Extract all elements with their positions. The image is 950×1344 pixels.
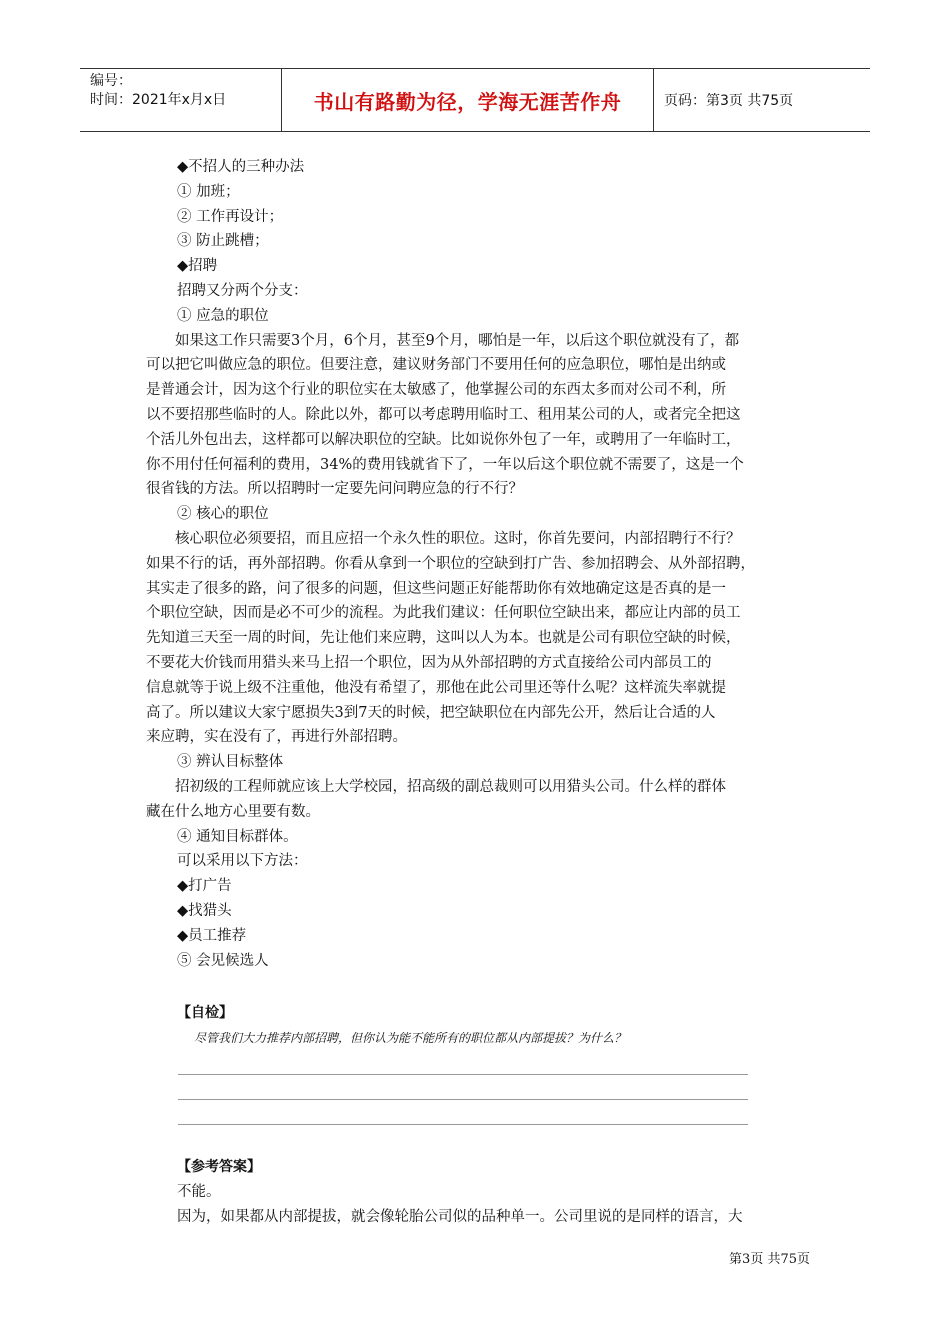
subsection-title: ③ 辨认目标整体 <box>177 754 284 771</box>
text-line: 如果这工作只需要3个月，6个月，甚至9个月，哪怕是一年，以后这个职位就没有了，都 <box>146 332 740 349</box>
text-line: 很省钱的方法。所以招聘时一定要先问问聘应急的行不行？ <box>146 481 523 498</box>
page-header <box>80 68 870 132</box>
text-line: ③ 防止跳槽； <box>177 233 269 250</box>
paragraph-target-group <box>146 775 810 825</box>
text-line: ◆不招人的三种办法 <box>177 159 305 175</box>
reference-answer-title: 【参考答案】 <box>177 1159 261 1176</box>
text-line: ④ 通知目标群体。 <box>177 828 298 845</box>
answer-blank-line[interactable] <box>178 1075 748 1100</box>
text-line: ① 加班； <box>177 183 240 200</box>
list-item: ◆打广告 <box>177 878 232 895</box>
paragraph-emergency-position <box>146 329 810 503</box>
list-item: ◆员工推荐 <box>177 927 247 944</box>
header-motto-cell <box>282 69 654 131</box>
text-line: 其实走了很多的路，问了很多的问题，但这些问题正好能帮助你有效地确定这是否真的是一 <box>146 580 726 597</box>
self-check-title: 【自检】 <box>177 1005 233 1022</box>
text-line: 招聘又分两个分支： <box>177 282 308 299</box>
paragraph-core-position <box>146 527 810 750</box>
header-meta <box>80 69 282 131</box>
text-line: 核心职位必须要招，而且应招一个永久性的职位。这时，你首先要问，内部招聘行不行？ <box>146 530 741 547</box>
text-line: 你不用付任何福利的费用，34%的费用钱就省下了，一年以后这个职位就不需要了，这是一个 <box>146 456 744 473</box>
text-line: 个活儿外包出去，这样都可以解决职位的空缺。比如说你外包了一年，或聘用了一年临时工， <box>146 431 741 448</box>
text-line: 以不要招那些临时的人。除此以外，都可以考虑聘用临时工、租用某公司的人，或者完全把这 <box>146 406 741 423</box>
header-motto: 书山有路勤为径，学海无涯苦作舟 <box>313 89 622 114</box>
answer-line: 不能。 <box>177 1183 221 1200</box>
text-line: 可以采用以下方法： <box>177 853 308 870</box>
text-line: 招初级的工程师就应该上大学校园，招高级的副总裁则可以用猎头公司。什么样的群体 <box>146 778 726 795</box>
text-line: 可以把它叫做应急的职位。但要注意，建议财务部门不要用任何的应急职位，哪怕是出纳或 <box>146 357 726 374</box>
text-line: ② 工作再设计； <box>177 208 284 225</box>
text-line: ◆招聘 <box>177 258 218 275</box>
answer-line: 因为，如果都从内部提拔，就会像轮胎公司似的品种单一。公司里说的是同样的语言，大 <box>177 1208 743 1225</box>
document-body <box>146 155 810 1229</box>
header-page-label: 页码：第3页 共75页 <box>664 93 794 109</box>
text-line: 个职位空缺，因而是必不可少的流程。为此我们建议：任何职位空缺出来，都应让内部的员工 <box>146 605 741 622</box>
page-footer: 第3页 共75页 <box>729 1252 810 1267</box>
self-check-question: 尽管我们大力推荐内部招聘，但你认为能不能所有的职位都从内部提拔？为什么？ <box>194 1031 627 1046</box>
text-line: 不要花大价钱而用猎头来马上招一个职位，因为从外部招聘的方式直接给公司内部员工的 <box>146 654 712 671</box>
subsection-title: ② 核心的职位 <box>177 506 269 523</box>
serial-label: 编号： <box>90 73 132 89</box>
text-line: 如果不行的话，再外部招聘。你看从拿到一个职位的空缺到打广告、参加招聘会、从外部招聘， <box>146 555 755 572</box>
text-line: 藏在什么地方心里要有数。 <box>146 803 320 820</box>
text-line: 先知道三天至一周的时间，先让他们来应聘，这叫以人为本。也就是公司有职位空缺的时候， <box>146 630 741 647</box>
text-line: 信息就等于说上级不注重他，他没有希望了，那他在此公司里还等什么呢？这样流失率就提 <box>146 679 726 696</box>
text-line: 是普通会计，因为这个行业的职位实在太敏感了，他掌握公司的东西太多而对公司不利，所 <box>146 382 726 399</box>
list-item: ◆找猎头 <box>177 902 232 919</box>
answer-blank-line[interactable] <box>178 1050 748 1075</box>
text-line: ⑤ 会见候选人 <box>177 952 269 969</box>
answer-blank-line[interactable] <box>178 1100 748 1125</box>
text-line: 来应聘，实在没有了，再进行外部招聘。 <box>146 729 407 746</box>
text-line: 高了。所以建议大家宁愿损失3到7天的时候，把空缺职位在内部先公开，然后让合适的人 <box>146 704 716 721</box>
date-label: 时间：2021年x月x日 <box>90 92 227 108</box>
text-line: ① 应急的职位 <box>177 307 269 324</box>
